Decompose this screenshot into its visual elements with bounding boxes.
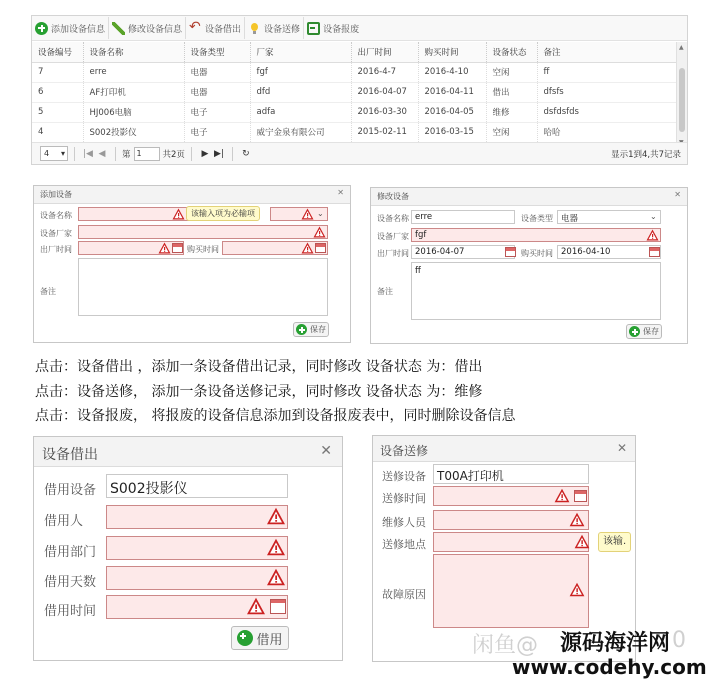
close-icon[interactable]: ✕ <box>674 190 681 199</box>
watermark-site-name: 源码海洋网 <box>560 631 671 656</box>
name-input[interactable]: erre <box>411 210 515 224</box>
column-header[interactable]: 设备类型 <box>184 42 250 62</box>
reason-label: 故障原因 <box>382 588 426 601</box>
type-label: 设备类型 <box>521 214 553 223</box>
remark-label: 备注 <box>377 287 393 296</box>
cell: ff <box>537 62 677 82</box>
dropdown-arrow-icon: ▾ <box>60 149 65 158</box>
page-number-input[interactable]: 1 <box>134 147 160 161</box>
person-input[interactable] <box>433 510 589 530</box>
column-header[interactable]: 设备名称 <box>83 42 184 62</box>
close-icon[interactable]: ✕ <box>337 188 344 197</box>
warning-icon <box>574 534 590 549</box>
warning-icon <box>301 242 314 254</box>
days-label: 借用天数 <box>44 575 97 590</box>
device-label: 送修设备 <box>382 470 426 483</box>
bulb-icon <box>248 22 261 35</box>
calendar-icon[interactable] <box>270 599 286 614</box>
made-time-label: 出厂时间 <box>40 245 72 254</box>
cell: 空闲 <box>486 122 537 142</box>
scroll-thumb[interactable] <box>679 68 685 132</box>
table-header-row <box>32 42 677 62</box>
cell: 2016-04-07 <box>351 82 418 102</box>
time-label: 借用时间 <box>44 604 97 619</box>
add-device-dialog <box>33 185 351 343</box>
add-icon <box>296 324 307 335</box>
made-time-input[interactable]: 2016-04-07 <box>411 245 515 259</box>
cell: 维修 <box>486 102 537 122</box>
note-lend: 点击：设备借出 ，添加一条设备借出记录，同时修改 设备状态 为：借出 <box>35 359 483 375</box>
warning-icon <box>266 568 286 586</box>
cell: adfa <box>250 102 351 122</box>
add-icon <box>35 22 48 35</box>
column-header[interactable]: 出厂时间 <box>351 42 418 62</box>
note-repair: 点击：设备送修， 添加一条设备送修记录，同时修改 设备状态 为：维修 <box>35 384 483 400</box>
refresh-icon[interactable]: ↻ <box>242 148 250 159</box>
name-label: 设备名称 <box>377 214 409 223</box>
cell: 7 <box>32 62 83 82</box>
next-page-icon[interactable]: ▶ <box>201 148 209 159</box>
cell: 电器 <box>184 82 250 102</box>
person-input[interactable] <box>106 505 288 529</box>
edit-device-button[interactable]: 修改设备信息 <box>109 17 186 39</box>
calendar-icon[interactable] <box>505 247 516 257</box>
calendar-icon[interactable] <box>315 243 326 253</box>
made-time-label: 出厂时间 <box>377 249 409 258</box>
cell: 4 <box>32 122 83 142</box>
add-icon <box>237 630 253 646</box>
dialog-title: 设备送修 <box>380 444 429 458</box>
bought-time-label: 购买时间 <box>521 249 553 258</box>
table-row[interactable] <box>32 62 677 82</box>
cell: 借出 <box>486 82 537 102</box>
remark-label: 备注 <box>40 287 56 296</box>
cell: 2016-04-11 <box>418 82 486 102</box>
divider <box>232 147 233 161</box>
cell: 空闲 <box>486 62 537 82</box>
warning-icon <box>569 582 585 597</box>
lend-device-button[interactable]: ↶ 设备借出 <box>186 17 245 39</box>
column-header[interactable]: 厂家 <box>250 42 351 62</box>
divider <box>74 147 75 161</box>
repair-device-button[interactable]: 设备送修 <box>245 17 304 39</box>
remark-textarea[interactable] <box>78 258 328 316</box>
edit-device-dialog <box>370 187 688 344</box>
warning-icon <box>266 507 286 525</box>
column-header[interactable]: 购买时间 <box>418 42 486 62</box>
cell: dsfdsfds <box>537 102 677 122</box>
add-icon <box>629 326 640 337</box>
warning-icon <box>313 226 326 238</box>
person-label: 维修人员 <box>382 516 426 529</box>
warning-icon <box>646 229 659 241</box>
cell: 6 <box>32 82 83 102</box>
dialog-header <box>34 186 350 204</box>
cell: 2016-04-05 <box>418 102 486 122</box>
place-input[interactable] <box>433 532 589 552</box>
dialog-header <box>34 437 342 467</box>
maker-input[interactable] <box>78 225 328 239</box>
cell: dfd <box>250 82 351 102</box>
table-row[interactable] <box>32 122 677 142</box>
cell: S002投影仪 <box>83 122 184 142</box>
dialog-header <box>373 436 635 462</box>
scrap-device-button[interactable]: 设备报废 <box>304 17 362 39</box>
maker-label: 设备厂家 <box>377 232 409 241</box>
last-page-icon[interactable]: ▶| <box>213 148 224 159</box>
cell: erre <box>83 62 184 82</box>
scrap-icon <box>307 22 320 35</box>
column-header[interactable]: 设备状态 <box>486 42 537 62</box>
required-tooltip: 该输入项为必输项 <box>186 206 260 221</box>
lend-button[interactable]: 借用 <box>231 626 289 650</box>
warning-icon <box>172 208 185 220</box>
dialog-title: 修改设备 <box>377 192 409 201</box>
cell: 电子 <box>184 122 250 142</box>
page-info: 显示1到4,共7记录 <box>611 149 681 160</box>
close-icon[interactable]: ✕ <box>616 441 627 455</box>
total-pages: 共2页 <box>162 149 185 160</box>
chevron-down-icon[interactable]: ⌄ <box>650 212 657 221</box>
table-row[interactable] <box>32 102 677 122</box>
type-select[interactable]: 电器 <box>557 210 661 224</box>
bought-time-input[interactable]: 2016-04-10 <box>557 245 661 259</box>
name-label: 设备名称 <box>40 211 72 220</box>
save-button[interactable]: 保存 <box>626 324 662 339</box>
calendar-icon[interactable] <box>172 243 183 253</box>
device-label: 借用设备 <box>44 483 97 498</box>
lend-device-dialog <box>33 436 343 661</box>
add-device-button[interactable]: 添加设备信息 <box>32 17 109 39</box>
calendar-icon[interactable] <box>649 247 660 257</box>
maker-label: 设备厂家 <box>40 229 72 238</box>
calendar-icon[interactable] <box>574 490 587 502</box>
cell: fgf <box>250 62 351 82</box>
bought-time-label: 购买时间 <box>187 245 219 254</box>
cell: 2016-4-10 <box>418 62 486 82</box>
page-size-select[interactable]: 4 ▾ <box>40 146 68 161</box>
scroll-up-icon[interactable]: ▲ <box>679 44 684 51</box>
prev-page-icon[interactable]: ◀ <box>98 148 106 159</box>
place-label: 送修地点 <box>382 538 426 551</box>
device-input[interactable]: T00A打印机 <box>433 464 589 484</box>
cell: 电子 <box>184 102 250 122</box>
warning-icon <box>554 488 570 503</box>
dept-input[interactable] <box>106 536 288 560</box>
dept-label: 借用部门 <box>44 545 97 560</box>
save-button[interactable]: 保存 <box>293 322 329 337</box>
chevron-down-icon[interactable]: ⌄ <box>317 209 324 218</box>
cell: 2016-03-15 <box>418 122 486 142</box>
time-label: 送修时间 <box>382 492 426 505</box>
cell: 电器 <box>184 62 250 82</box>
column-header[interactable]: 备注 <box>537 42 677 62</box>
dialog-title: 设备借出 <box>42 447 98 463</box>
warning-icon <box>266 538 286 556</box>
close-icon[interactable]: ✕ <box>320 443 332 459</box>
dialog-header <box>371 188 687 206</box>
reason-textarea[interactable] <box>433 554 589 628</box>
cell: 5 <box>32 102 83 122</box>
warning-icon <box>158 242 171 254</box>
device-table <box>32 42 677 143</box>
cell: 2015-02-11 <box>351 122 418 142</box>
pencil-icon <box>112 22 125 35</box>
cell: HJ006电脑 <box>83 102 184 122</box>
cell: dfsfs <box>537 82 677 102</box>
undo-icon <box>189 22 202 35</box>
device-grid <box>31 15 688 165</box>
warning-icon <box>246 597 266 615</box>
note-scrap: 点击：设备报废， 将报废的设备信息添加到设备报废表中，同时删除设备信息 <box>35 408 516 424</box>
remark-textarea[interactable]: ff <box>411 262 661 320</box>
watermark-tail: 0 <box>672 628 686 653</box>
column-header[interactable]: 设备编号 <box>32 42 83 62</box>
warning-icon <box>301 208 314 220</box>
grid-toolbar <box>32 16 687 41</box>
divider <box>191 147 192 161</box>
maker-input[interactable]: fgf <box>411 228 661 242</box>
required-tooltip: 该输. <box>598 532 631 552</box>
vertical-scrollbar[interactable] <box>676 42 687 148</box>
pagination-bar <box>32 142 687 164</box>
dialog-title: 添加设备 <box>40 190 72 199</box>
device-input[interactable]: S002投影仪 <box>106 474 288 498</box>
first-page-icon[interactable]: |◀ <box>83 148 93 159</box>
person-label: 借用人 <box>44 514 84 529</box>
watermark-url: www.codehy.com <box>512 655 707 679</box>
cell: 威宁金泉有限公司 <box>250 122 351 142</box>
divider <box>115 147 116 161</box>
warning-icon <box>569 512 585 527</box>
cell: 2016-03-30 <box>351 102 418 122</box>
cell: AF打印机 <box>83 82 184 102</box>
cell: 哈哈 <box>537 122 677 142</box>
cell: 2016-4-7 <box>351 62 418 82</box>
table-row[interactable] <box>32 82 677 102</box>
watermark-faded: 闲鱼@ <box>472 633 539 658</box>
days-input[interactable] <box>106 566 288 590</box>
page-label: 第 <box>122 149 131 160</box>
